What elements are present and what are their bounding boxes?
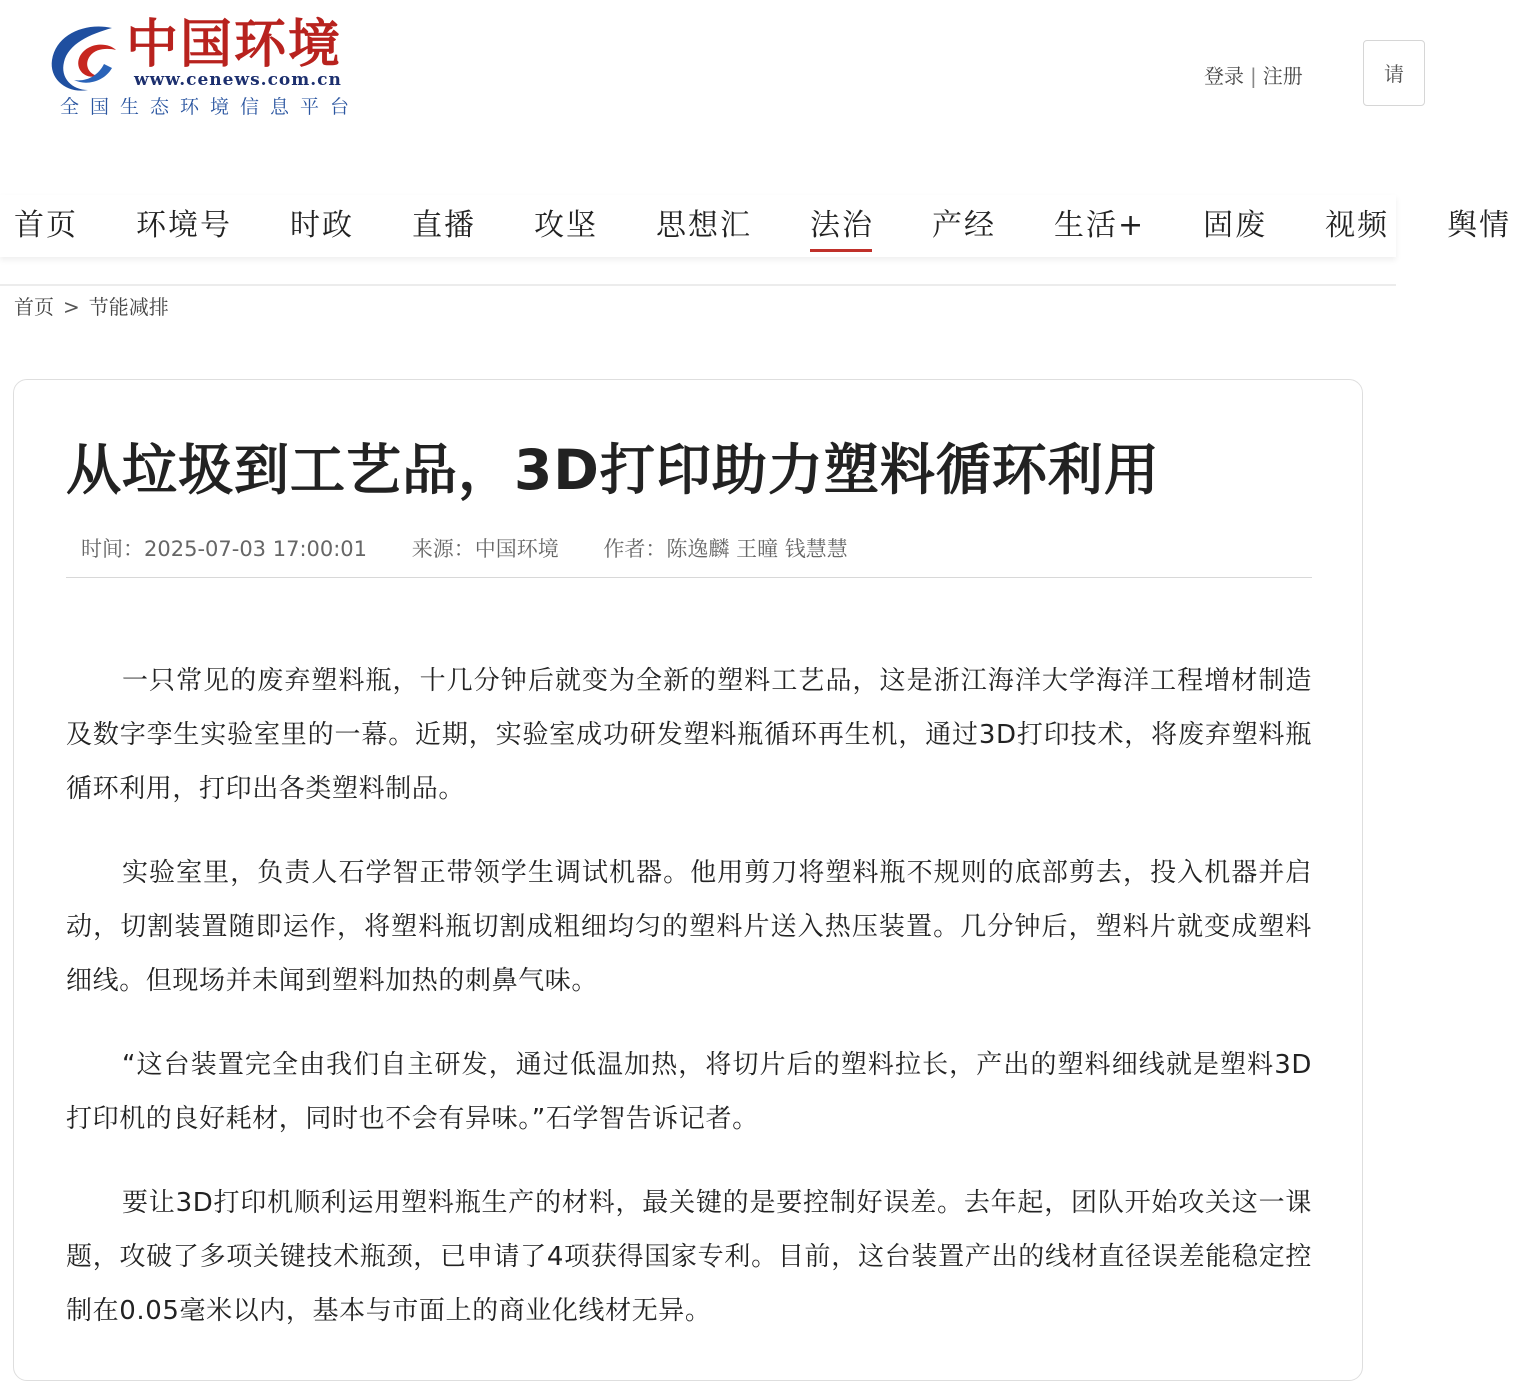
nav-item-home[interactable]: 首页: [14, 208, 78, 243]
auth-separator: |: [1250, 64, 1257, 88]
meta-divider: [66, 577, 1312, 578]
nav-item-fazhi[interactable]: 法治: [796, 196, 890, 256]
nav-item-live[interactable]: 直播: [412, 208, 476, 243]
nav-item-shizheng[interactable]: 时政: [290, 208, 354, 243]
logo-slogan: 全国生态环境信息平台: [60, 96, 361, 118]
breadcrumb-home-link[interactable]: 首页: [14, 295, 54, 319]
search-input[interactable]: [1364, 41, 1504, 103]
breadcrumb-current-link[interactable]: 节能减排: [88, 295, 169, 319]
article-body: [66, 654, 1312, 1368]
main-nav: [0, 195, 1512, 257]
logo-title: 中国环境: [126, 15, 343, 75]
article-card: [13, 379, 1363, 1381]
logo-swirl-icon: [46, 20, 126, 98]
meta-source: [412, 537, 559, 561]
auth-links: [1204, 60, 1303, 89]
breadcrumb: [14, 293, 169, 321]
search-box[interactable]: [1363, 40, 1425, 106]
nav-item-chanjing[interactable]: 产经: [932, 208, 996, 243]
nav-item-video[interactable]: 视频: [1325, 208, 1390, 243]
meta-author-label: 作者：: [603, 537, 667, 561]
nav-divider: [0, 284, 1396, 286]
nav-item-gongjian[interactable]: 攻坚: [534, 208, 598, 243]
meta-time-label: 时间：: [81, 537, 144, 561]
meta-source-value: 中国环境: [474, 537, 559, 561]
meta-author-value: 陈逸麟 王曈 钱慧慧: [666, 537, 848, 561]
nav-item-huanjinghao[interactable]: 环境号: [136, 208, 232, 243]
article-paragraph: “这台装置完全由我们自主研发，通过低温加热，将切片后的塑料拉长，产出的塑料细线就是塑料3D打印机的良好耗材，同时也不会有异味。”石学智告诉记者。: [66, 1050, 1312, 1134]
logo-url: www.cenews.com.cn: [134, 70, 342, 90]
site-logo[interactable]: [46, 12, 361, 127]
article-paragraph: 实验室里，负责人石学智正带领学生调试机器。他用剪刀将塑料瓶不规则的底部剪去，投入机器并启动，切割装置随即运作，将塑料瓶切割成粗细均匀的塑料片送入热压装置。几分钟后，塑料片就变成塑料细线。但现场并未闻到塑料加热的刺鼻气味。: [66, 858, 1312, 996]
meta-author: [603, 537, 847, 561]
article-title: 从垃圾到工艺品，3D打印助力塑料循环利用: [66, 438, 1160, 502]
register-link[interactable]: 注册: [1262, 64, 1303, 88]
breadcrumb-separator: >: [63, 295, 80, 319]
article-meta: [81, 534, 886, 564]
nav-item-shenghuo[interactable]: 生活+: [1054, 208, 1146, 243]
nav-item-gufei[interactable]: 固废: [1203, 208, 1268, 243]
meta-time-value: 2025-07-03 17:00:01: [144, 537, 368, 561]
nav-item-yuqing[interactable]: 舆情: [1447, 208, 1512, 243]
meta-source-label: 来源：: [411, 537, 475, 561]
nav-item-sixianghui[interactable]: 思想汇: [656, 208, 752, 243]
site-header: [0, 0, 1396, 190]
article-paragraph: 要让3D打印机顺利运用塑料瓶生产的材料，最关键的是要控制好误差。去年起，团队开始攻关这一课题，攻破了多项关键技术瓶颈，已申请了4项获得国家专利。目前，这台装置产出的线材直径误差能稳定控制在0.05毫米以内，基本与市面上的商业化线材无异。: [66, 1188, 1312, 1326]
meta-time: [81, 537, 367, 561]
article-paragraph: 一只常见的废弃塑料瓶，十几分钟后就变为全新的塑料工艺品，这是浙江海洋大学海洋工程增材制造及数字孪生实验室里的一幕。近期，实验室成功研发塑料瓶循环再生机，通过3D打印技术，将废弃塑料瓶循环利用，打印出各类塑料制品。: [66, 666, 1312, 804]
login-link[interactable]: 登录: [1204, 64, 1244, 88]
